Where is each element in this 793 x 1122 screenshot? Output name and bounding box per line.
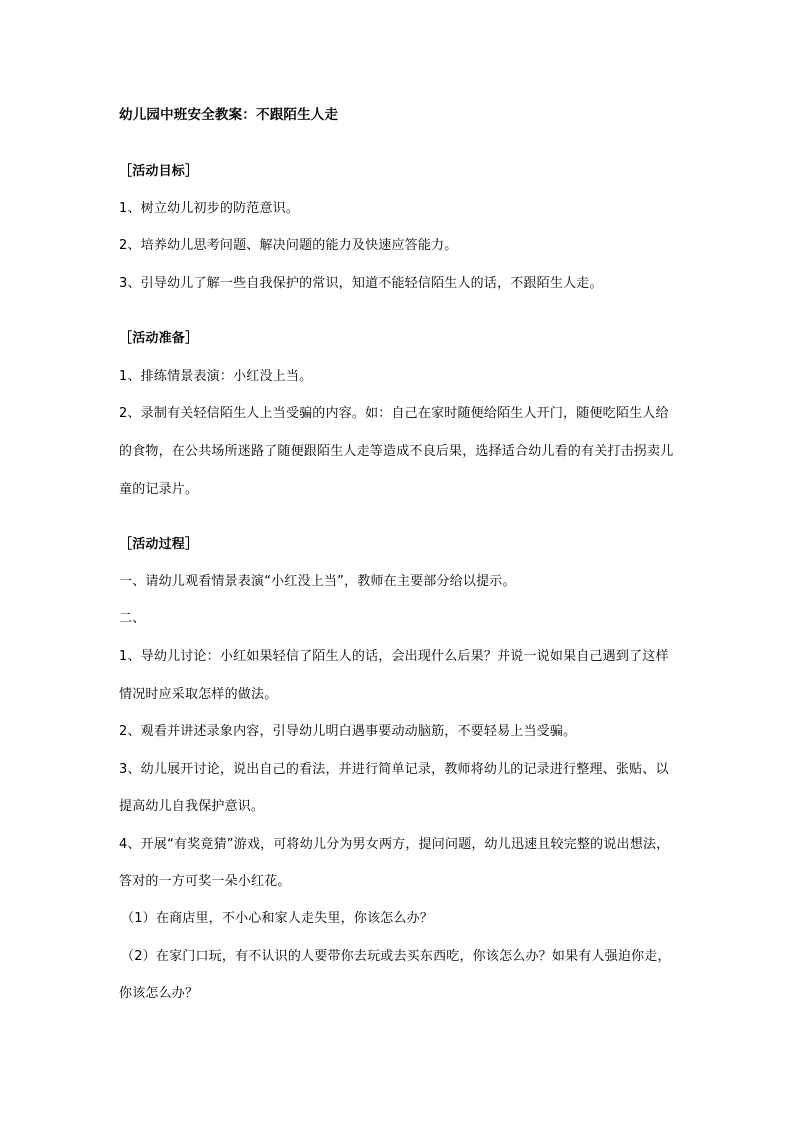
preparation-item-continued: 童的记录片。 <box>119 482 199 497</box>
process-line: 一、请幼儿观看情景表演“小红没上当”，教师在主要部分给以提示。 <box>119 574 516 589</box>
process-question: （2）在家门口玩，有不认识的人要带你去玩或去买东西吃，你该怎么办？如果有人强迫你走， <box>121 949 671 964</box>
goal-item: 2、培养幼儿思考问题、解决问题的能力及快速应答能力。 <box>119 238 458 253</box>
preparation-heading: ［活动准备］ <box>119 331 199 346</box>
process-line: 情况时应采取怎样的做法。 <box>119 687 278 702</box>
process-line: 答对的一方可奖一朵小红花。 <box>119 874 291 889</box>
process-question: （1）在商店里，不小心和家人走失里，你该怎么办？ <box>121 911 434 926</box>
process-line: 二、 <box>119 611 146 626</box>
process-question-continued: 你该怎么办？ <box>119 986 199 1001</box>
process-heading: ［活动过程］ <box>119 537 199 552</box>
preparation-item: 1、排练情景表演：小红没上当。 <box>119 369 313 384</box>
process-line: 4、开展“有奖竟猜”游戏，可将幼儿分为男女两方，提问问题，幼儿迅速且较完整的说出想法， <box>119 837 670 852</box>
goal-item: 3、引导幼儿了解一些自我保护的常识，知道不能轻信陌生人的话，不跟陌生人走。 <box>119 276 603 291</box>
process-line: 2、观看并讲述录象内容，引导幼儿明白遇事要动动脑筋，不要轻易上当受骗。 <box>119 724 577 739</box>
process-line: 提高幼儿自我保护意识。 <box>119 799 265 814</box>
goals-heading: ［活动目标］ <box>119 164 199 179</box>
preparation-item: 2、录制有关轻信陌生人上当受骗的内容。如：自己在家时随便给陌生人开门，随便吃陌生人给 <box>119 406 669 421</box>
process-line: 1、导幼儿讨论：小红如果轻信了陌生人的话，会出现什么后果？并说一说如果自己遇到了这样 <box>119 649 669 664</box>
goal-item: 1、树立幼儿初步的防范意识。 <box>119 201 300 216</box>
process-line: 3、幼儿展开讨论，说出自己的看法，并进行简单记录，教师将幼儿的记录进行整理、张贴、以 <box>119 762 669 777</box>
document-title: 幼儿园中班安全教案：不跟陌生人走 <box>119 107 339 123</box>
preparation-item-continued: 的食物，在公共场所迷路了随便跟陌生人走等造成不良后果，选择适合幼儿看的有关打击拐卖儿 <box>119 444 674 459</box>
